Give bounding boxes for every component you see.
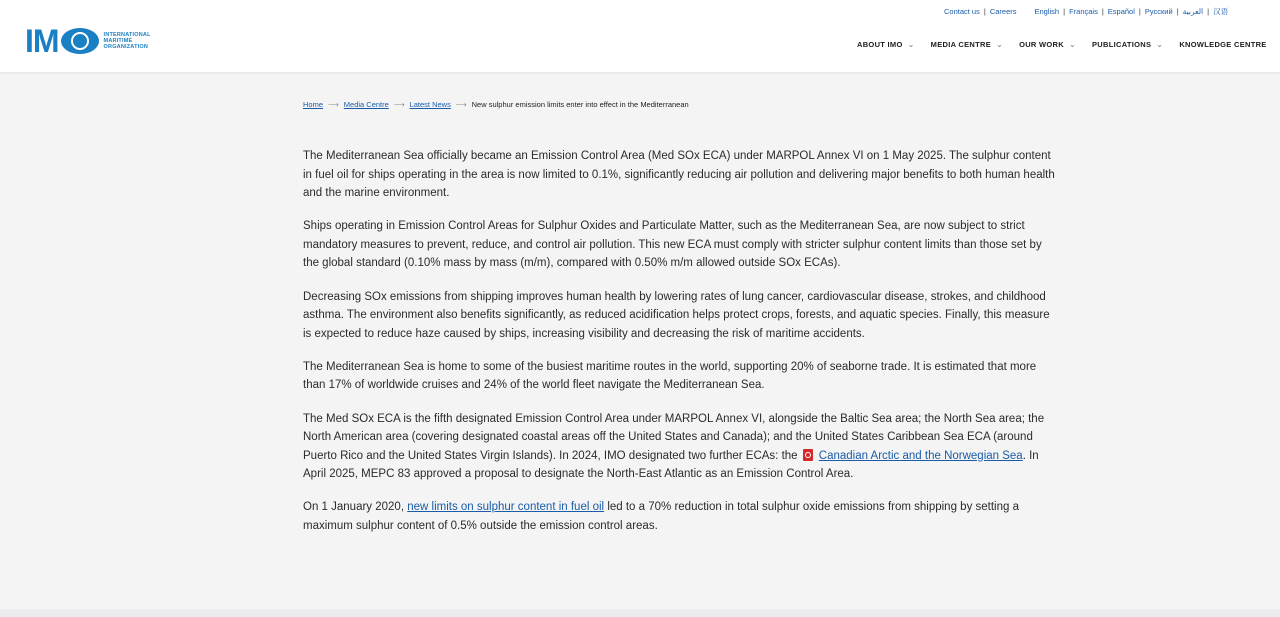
contact-us-link[interactable]: Contact us — [944, 7, 980, 16]
arrow-right-icon: ⟶ — [393, 100, 405, 109]
pdf-icon — [803, 449, 813, 461]
nav-item-media-centre[interactable]: MEDIA CENTRE ⌄ — [930, 40, 1004, 49]
careers-link[interactable]: Careers — [989, 7, 1017, 16]
utility-separator: | — [983, 7, 986, 16]
article-paragraph-5: The Med SOx ECA is the fifth designated Emission Control Area under MARPOL Annex VI, alongside the Baltic Sea area; the North Sea area; the North American area (covering designated coastal areas off the United States and Canada); and the United States Caribbean Sea ECA (around Puerto Rico and the United States Virgin Islands). In 2024, IMO designated two further ECAs: the Canadian Arctic and the Norwegian Sea. In April 2025, MEPC 83 approved a proposal to designate the North-East Atlantic as an Emission Control Area. — [303, 412, 1045, 481]
language-english[interactable]: English — [1034, 7, 1060, 16]
language-chinese[interactable]: 汉语 — [1213, 7, 1229, 16]
breadcrumb-home[interactable]: Home — [303, 100, 324, 109]
imo-logo-text: INTERNATIONAL MARITIME ORGANIZATION — [103, 32, 151, 50]
nav-item-publications[interactable]: PUBLICATIONS ⌄ — [1092, 40, 1164, 49]
imo-logo-letters: IM — [25, 23, 59, 59]
article-paragraph-3: Decreasing SOx emissions from shipping improves human health by lowering rates of lung cancer, cardiovascular disease, strokes, and childhood asthma. The environment also benefits significantly, as reduced acidification helps protect crops, forests, and aquatic species. Finally, this measure is expected to reduce haze caused by ships, increasing visibility and decreasing the risk of maritime accidents. — [303, 290, 1050, 340]
canadian-arctic-norwegian-sea-link[interactable]: Canadian Arctic and the Norwegian Sea — [818, 449, 1023, 462]
article-paragraph-6: On 1 January 2020, new limits on sulphur content in fuel oil led to a 70% reduction in total sulphur oxide emissions from shipping by setting a maximum sulphur content of 0.5% outside the emission control areas. — [303, 501, 1019, 532]
chevron-down-icon: ⌄ — [1156, 40, 1164, 49]
nav-item-knowledge-centre[interactable]: KNOWLEDGE CENTRE — [1179, 40, 1267, 49]
nav-item-our-work[interactable]: OUR WORK ⌄ — [1019, 40, 1076, 49]
imo-emblem-icon — [61, 28, 99, 54]
utility-links: Contact us | Careers English | Français | Español | Русский | العربية | 汉语 — [944, 7, 1229, 16]
arrow-right-icon: ⟶ — [455, 100, 467, 109]
breadcrumb — [303, 100, 1055, 109]
sulphur-limits-link[interactable]: new limits on sulphur content in fuel oil — [407, 501, 605, 514]
language-russian[interactable]: Русский — [1144, 7, 1173, 16]
breadcrumb-latest-news[interactable]: Latest News — [409, 100, 451, 109]
article-paragraph-2: Ships operating in Emission Control Areas for Sulphur Oxides and Particulate Matter, such as the Mediterranean Sea, are now subject to strict mandatory measures to prevent, reduce, and control air pollution. This new ECA must comply with stricter sulphur content limits than those set by the global standard (0.10% mass by mass (m/m), compared with 0.50% m/m allowed outside SOx ECAs). — [303, 220, 1042, 270]
article-paragraph-4: The Mediterranean Sea is home to some of the busiest maritime routes in the world, supporting 20% of seaborne trade. It is estimated that more than 17% of worldwide cruises and 24% of the world fleet navigate the Mediterranean Sea. — [303, 360, 1037, 392]
site-header — [0, 0, 1280, 72]
chevron-down-icon: ⌄ — [996, 40, 1004, 49]
language-french[interactable]: Français — [1069, 7, 1098, 16]
article-content — [303, 100, 1055, 550]
breadcrumb-current: New sulphur emission limits enter into effect in the Mediterranean — [471, 100, 689, 109]
chevron-down-icon: ⌄ — [1068, 40, 1076, 49]
language-spanish[interactable]: Español — [1107, 7, 1135, 16]
chevron-down-icon: ⌄ — [907, 40, 915, 49]
breadcrumb-media-centre[interactable]: Media Centre — [343, 100, 389, 109]
main-nav — [857, 40, 1280, 49]
footer-strip — [0, 609, 1280, 617]
imo-logo[interactable] — [25, 23, 151, 59]
arrow-right-icon: ⟶ — [328, 100, 339, 109]
language-arabic[interactable]: العربية — [1182, 7, 1204, 16]
imo-logo-mark — [25, 23, 99, 59]
article-paragraph-1: The Mediterranean Sea officially became an Emission Control Area (Med SOx ECA) under MARPOL Annex VI on 1 May 2025. The sulphur content in fuel oil for ships operating in the area is now limited to 0.1%, significantly reducing air pollution and delivering major benefits to both human health and the marine environment. — [303, 150, 1055, 200]
nav-item-about-imo[interactable]: ABOUT IMO ⌄ — [857, 40, 915, 49]
